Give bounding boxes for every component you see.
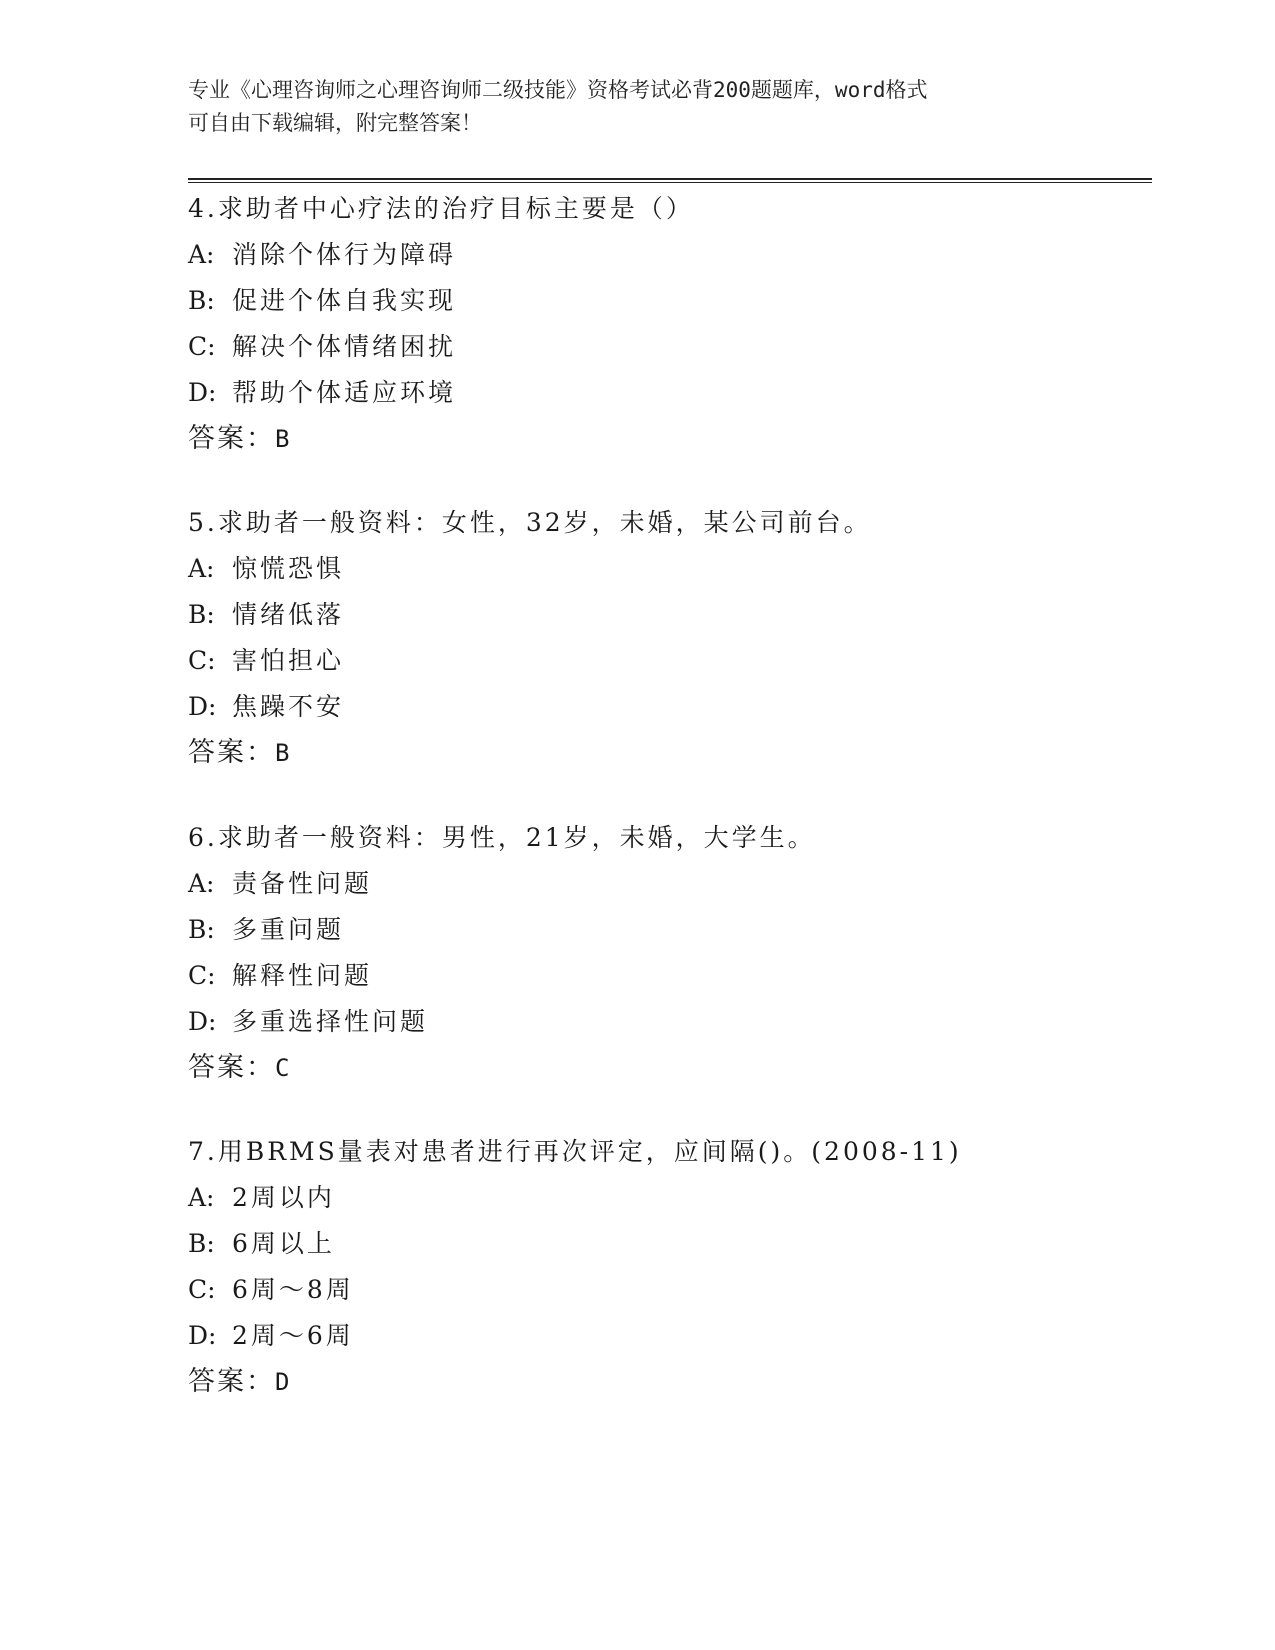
option-letter: B: — [188, 600, 215, 629]
answer-label: 答案： — [188, 423, 275, 454]
option-d — [188, 370, 1148, 416]
option-text: 6周以上 — [232, 1229, 335, 1258]
option-c — [188, 953, 1148, 999]
option-text: 责备性问题 — [232, 869, 373, 898]
option-b — [188, 592, 1148, 638]
option-b — [188, 907, 1148, 953]
answer-label: 答案： — [188, 737, 275, 768]
answer-line — [188, 416, 1148, 462]
question-block — [188, 186, 1148, 462]
option-text: 多重选择性问题 — [232, 1007, 429, 1036]
option-text: 解决个体情绪困扰 — [232, 332, 457, 361]
option-text: 惊慌恐惧 — [232, 554, 345, 583]
option-letter: B: — [188, 1229, 215, 1258]
option-letter: A: — [188, 240, 215, 269]
option-text: 情绪低落 — [232, 600, 345, 629]
option-c — [188, 1267, 1148, 1313]
option-b — [188, 1221, 1148, 1267]
answer-label: 答案： — [188, 1366, 275, 1397]
question-title: 4.求助者中心疗法的治疗目标主要是（） — [188, 194, 694, 223]
option-a — [188, 232, 1148, 278]
option-text: 焦躁不安 — [232, 692, 345, 721]
question-title: 6.求助者一般资料：男性，21岁，未婚，大学生。 — [188, 823, 816, 852]
option-d — [188, 999, 1148, 1045]
option-d — [188, 684, 1148, 730]
option-letter: A: — [188, 869, 215, 898]
question-block — [188, 500, 1148, 776]
option-letter: C: — [188, 961, 216, 990]
option-text: 解释性问题 — [232, 961, 373, 990]
option-d — [188, 1313, 1148, 1359]
option-a — [188, 546, 1148, 592]
header-divider — [188, 178, 1152, 183]
option-letter: B: — [188, 286, 215, 315]
option-text: 消除个体行为障碍 — [232, 240, 457, 269]
option-a — [188, 861, 1148, 907]
option-text: 2周以内 — [232, 1183, 335, 1212]
question-block — [188, 815, 1148, 1091]
option-text: 6周～8周 — [232, 1275, 354, 1304]
option-letter: D: — [188, 378, 217, 407]
answer-value: B — [275, 739, 290, 767]
question-title: 7.用BRMS量表对患者进行再次评定，应间隔()。(2008-11) — [188, 1137, 962, 1166]
answer-value: B — [275, 425, 290, 453]
option-text: 2周～6周 — [232, 1321, 354, 1350]
option-c — [188, 638, 1148, 684]
option-a — [188, 1175, 1148, 1221]
option-text: 帮助个体适应环境 — [232, 378, 457, 407]
answer-value: C — [275, 1054, 290, 1082]
option-letter: D: — [188, 692, 217, 721]
option-text: 多重问题 — [232, 915, 345, 944]
document-header — [188, 74, 1088, 140]
option-letter: A: — [188, 1183, 215, 1212]
answer-value: D — [275, 1368, 290, 1396]
option-b — [188, 278, 1148, 324]
option-letter: C: — [188, 332, 216, 361]
option-letter: C: — [188, 1275, 216, 1304]
header-line-2: 可自由下载编辑，附完整答案！ — [188, 111, 482, 135]
option-text: 害怕担心 — [232, 646, 345, 675]
answer-line — [188, 1359, 1148, 1405]
option-letter: B: — [188, 915, 215, 944]
answer-label: 答案： — [188, 1052, 275, 1083]
option-letter: A: — [188, 554, 215, 583]
question-block — [188, 1129, 1148, 1405]
answer-line — [188, 730, 1148, 776]
option-letter: D: — [188, 1007, 217, 1036]
question-title: 5.求助者一般资料：女性，32岁，未婚，某公司前台。 — [188, 508, 872, 537]
header-line-1: 专业《心理咨询师之心理咨询师二级技能》资格考试必背200题题库，word格式 — [188, 78, 928, 102]
option-letter: D: — [188, 1321, 217, 1350]
answer-line — [188, 1045, 1148, 1091]
option-letter: C: — [188, 646, 216, 675]
option-c — [188, 324, 1148, 370]
option-text: 促进个体自我实现 — [232, 286, 457, 315]
